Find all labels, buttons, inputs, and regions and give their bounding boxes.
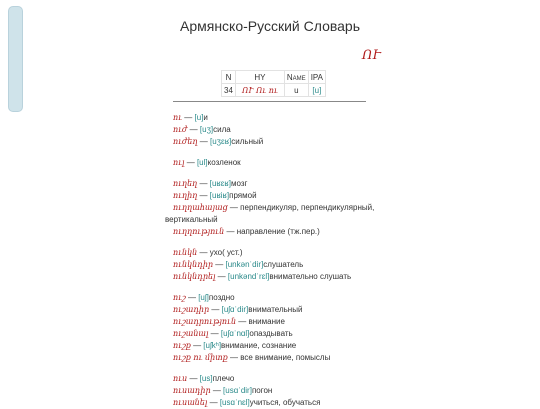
table-row xyxy=(222,84,326,97)
entry-word[interactable]: ուղղահայաց xyxy=(173,203,228,212)
cell-hy: ՈՒ Ու ու xyxy=(235,84,284,97)
entry-dash: — xyxy=(210,386,224,395)
list-item xyxy=(0,328,383,340)
list-item xyxy=(0,136,383,148)
entry-word[interactable]: ու xyxy=(173,113,183,122)
entry-dash: — xyxy=(197,137,210,146)
list-item xyxy=(165,202,380,226)
list-item xyxy=(0,373,383,385)
entry-translation: мозг xyxy=(230,179,248,188)
list-item xyxy=(0,352,383,364)
header-n: N xyxy=(222,71,236,84)
list-item xyxy=(0,316,383,328)
header-name: Name xyxy=(284,71,308,84)
list-item xyxy=(0,340,383,352)
entry-group-gap xyxy=(0,283,540,292)
list-item xyxy=(0,271,383,283)
entry-word[interactable]: ուժեղ xyxy=(173,137,198,146)
list-item xyxy=(0,247,383,259)
entry-dash: — xyxy=(207,398,220,407)
entry-translation: внимательно слушать xyxy=(269,272,352,281)
list-item xyxy=(0,385,383,397)
entry-translation: направление (тж.пер.) xyxy=(236,227,320,236)
current-letter: ՈՒ xyxy=(362,48,381,63)
entry-word[interactable]: ուժ xyxy=(173,125,188,134)
entry-translation: слушатель xyxy=(263,260,304,269)
entry-translation: ухо( уст.) xyxy=(209,248,243,257)
entry-ipa: [unkəndˈrɛl] xyxy=(227,272,270,281)
list-item xyxy=(0,292,383,304)
entry-word[interactable]: ուս xyxy=(173,374,188,383)
entry-ipa: [uʃɑˈdir] xyxy=(221,305,249,314)
list-item xyxy=(0,397,383,409)
entry-translation: перпендикуляр, перпендикулярный, вертикальный xyxy=(165,203,375,224)
entry-group-gap xyxy=(0,148,540,157)
entry-translation: поздно xyxy=(208,293,235,302)
entry-dash: — xyxy=(182,113,195,122)
entry-ipa: [unkənˈdir] xyxy=(225,260,264,269)
entry-dash: — xyxy=(224,227,237,236)
entry-translation: плечо xyxy=(212,374,235,383)
entry-dash: — xyxy=(208,329,221,338)
entry-dash: — xyxy=(197,179,210,188)
entry-ipa: [uʁɛʁ] xyxy=(209,179,231,188)
entry-dash: — xyxy=(187,374,200,383)
entry-ipa: [usɑˈnɛl] xyxy=(219,398,250,407)
entry-dash: — xyxy=(227,353,241,362)
entry-word[interactable]: ունկն xyxy=(173,248,198,257)
list-item xyxy=(0,304,383,316)
entry-ipa: [ul] xyxy=(196,158,208,167)
entry-dash: — xyxy=(197,248,210,257)
entry-translation: внимание xyxy=(248,317,285,326)
list-item xyxy=(0,112,383,124)
entry-dash: — xyxy=(215,272,228,281)
entry-dash: — xyxy=(187,125,200,134)
entry-word[interactable]: ուսանել xyxy=(173,398,208,407)
entry-ipa: [uʃkʰ] xyxy=(203,341,222,350)
entry-ipa: [us] xyxy=(199,374,213,383)
entry-dash: — xyxy=(185,293,199,302)
entry-translation: учиться, обучаться xyxy=(249,398,321,407)
entry-dash: — xyxy=(209,305,222,314)
list-item xyxy=(0,259,383,271)
dictionary-entries xyxy=(0,112,540,409)
header-hy: HY xyxy=(235,71,284,84)
entry-translation: внимательный xyxy=(248,305,303,314)
entry-word[interactable]: ունկնդրել xyxy=(173,272,216,281)
entry-ipa: [u] xyxy=(194,113,204,122)
list-item xyxy=(0,124,383,136)
entry-word[interactable]: ուսադիր xyxy=(173,386,211,395)
entry-translation: погон xyxy=(251,386,273,395)
page-title: Армянско-Русский Словарь xyxy=(180,18,360,34)
letter-info-table xyxy=(221,70,326,97)
entry-translation: козленок xyxy=(207,158,241,167)
entry-translation: прямой xyxy=(229,191,257,200)
entry-translation: сильный xyxy=(231,137,264,146)
entry-word[interactable]: ուշք xyxy=(173,341,191,350)
entry-dash: — xyxy=(190,341,204,350)
entry-translation: опаздывать xyxy=(249,329,293,338)
entry-dash: — xyxy=(184,158,197,167)
entry-dash: — xyxy=(197,191,210,200)
entry-dash: — xyxy=(213,260,226,269)
entry-translation: сила xyxy=(213,125,231,134)
entry-ipa: [uʃ] xyxy=(198,293,209,302)
entry-dash: — xyxy=(236,317,249,326)
entry-word[interactable]: ունկնդիր xyxy=(173,260,214,269)
entry-ipa: [uʒɛʁ] xyxy=(210,137,232,146)
entry-word[interactable]: ուշ xyxy=(173,293,186,302)
entry-translation: все внимание, помыслы xyxy=(240,353,331,362)
entry-ipa: [usɑˈdir] xyxy=(223,386,252,395)
entry-word[interactable]: ուղղություն xyxy=(173,227,225,236)
entry-word[interactable]: ուշք ու միտք xyxy=(173,353,228,362)
entry-word[interactable]: ուշադիր xyxy=(173,305,210,314)
table-header-row xyxy=(222,71,326,84)
cell-name: u xyxy=(284,84,308,97)
entry-ipa: [uʃɑˈnɑl] xyxy=(220,329,250,338)
list-item xyxy=(0,178,383,190)
entry-dash: — xyxy=(227,203,241,212)
entry-ipa: [uʁiʁ] xyxy=(209,191,230,200)
list-item xyxy=(0,190,383,202)
entry-translation: внимание, сознание xyxy=(221,341,297,350)
entry-word[interactable]: ուղիղ xyxy=(173,191,198,200)
cell-n: 34 xyxy=(222,84,236,97)
list-item xyxy=(0,226,383,238)
header-ipa: IPA xyxy=(308,71,325,84)
entry-group-gap xyxy=(0,364,540,373)
divider xyxy=(173,101,366,102)
entry-word[interactable]: ուլ xyxy=(173,158,185,167)
entry-word[interactable]: ուղեղ xyxy=(173,179,198,188)
cell-ipa: [u] xyxy=(308,84,325,97)
entry-translation: и xyxy=(203,113,208,122)
entry-word[interactable]: ուշադրություն xyxy=(173,317,237,326)
entry-group-gap xyxy=(0,238,540,247)
list-item xyxy=(0,157,383,169)
entry-word[interactable]: ուշանալ xyxy=(173,329,209,338)
entry-ipa: [uʒ] xyxy=(199,125,214,134)
entry-group-gap xyxy=(0,169,540,178)
